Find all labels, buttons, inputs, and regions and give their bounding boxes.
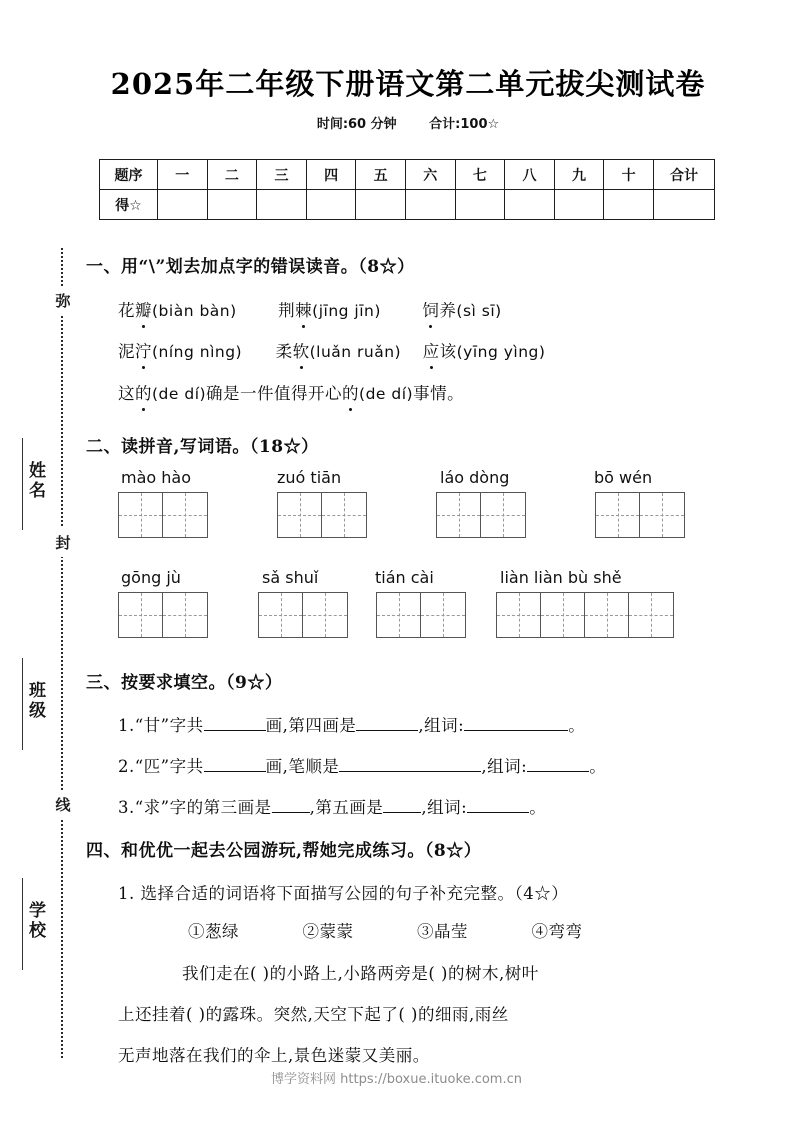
section-3-heading: 三、按要求填空。（9☆） bbox=[86, 673, 283, 693]
writing-grid-2-1-4[interactable] bbox=[595, 492, 685, 538]
score-col-8: 八 bbox=[505, 160, 555, 190]
pinyin-label-2-1-2: zuó tiān bbox=[277, 468, 342, 487]
blank-3-1-b[interactable] bbox=[356, 715, 418, 731]
grid-cell[interactable] bbox=[585, 593, 629, 637]
grid-cell[interactable] bbox=[163, 493, 207, 537]
field-class-underline bbox=[22, 658, 23, 750]
site-watermark: 博学资料网 https://boxue.ituoke.com.cn bbox=[271, 1072, 522, 1087]
grid-cell[interactable] bbox=[278, 493, 322, 537]
field-school bbox=[8, 872, 48, 970]
score-col-5: 五 bbox=[356, 160, 406, 190]
option-3[interactable]: ③晶莹 bbox=[417, 922, 468, 941]
section-3-item-2 bbox=[118, 753, 606, 777]
grid-cell[interactable] bbox=[119, 593, 163, 637]
section-4-sub-heading: 1. 选择合适的词语将下面描写公园的句子补充完整。（4☆） bbox=[118, 884, 569, 903]
left-margin bbox=[0, 0, 78, 1122]
item-3-3-p3: 。 bbox=[529, 798, 547, 817]
blank-3-2-c[interactable] bbox=[527, 756, 589, 772]
section-4-passage-line-2: 上还挂着( )的露珠。突然,天空下起了( )的细雨,雨丝 bbox=[118, 1005, 509, 1024]
item-3-1-p0: “甘”字共 bbox=[134, 716, 204, 735]
section-1-heading: 一、用“\”划去加点字的错误读音。（8☆） bbox=[86, 257, 415, 277]
score-cell-5[interactable] bbox=[356, 190, 406, 220]
writing-grid-2-2-4[interactable] bbox=[496, 592, 674, 638]
pinyin-label-2-2-2: sǎ shuǐ bbox=[262, 568, 319, 587]
grid-cell[interactable] bbox=[541, 593, 585, 637]
score-col-3: 三 bbox=[257, 160, 307, 190]
blank-3-3-b[interactable] bbox=[383, 797, 421, 813]
score-cell-1[interactable] bbox=[158, 190, 208, 220]
word-2-1: 泥泞 bbox=[118, 342, 152, 361]
table-row-header bbox=[100, 160, 715, 190]
exam-time: 时间:60 分钟 bbox=[316, 117, 397, 132]
score-cell-6[interactable] bbox=[405, 190, 455, 220]
sentence-pinyin-1: (de dí) bbox=[152, 385, 207, 403]
field-name-label: 姓名 bbox=[25, 461, 45, 501]
writing-grid-2-2-1[interactable] bbox=[118, 592, 208, 638]
seal-char-mi: 弥 bbox=[52, 286, 74, 315]
score-col-6: 六 bbox=[405, 160, 455, 190]
pinyin-label-2-2-1: gōng jù bbox=[121, 568, 181, 587]
blank-3-3-c[interactable] bbox=[467, 797, 529, 813]
item-3-3-p0: “求”字的第三画是 bbox=[134, 798, 272, 817]
grid-cell[interactable] bbox=[259, 593, 303, 637]
score-col-9: 九 bbox=[554, 160, 604, 190]
score-col-1: 一 bbox=[158, 160, 208, 190]
item-3-1-no: 1. bbox=[118, 716, 135, 735]
writing-grid-2-1-2[interactable] bbox=[277, 492, 367, 538]
blank-3-2-a[interactable] bbox=[204, 756, 266, 772]
pinyin-1-2: (jīng jīn) bbox=[312, 302, 381, 320]
grid-cell[interactable] bbox=[481, 493, 525, 537]
score-cell-9[interactable] bbox=[554, 190, 604, 220]
grid-cell[interactable] bbox=[303, 593, 347, 637]
pinyin-label-2-2-4: liàn liàn bù shě bbox=[500, 568, 622, 587]
blank-3-1-c[interactable] bbox=[464, 715, 568, 731]
table-row-score bbox=[100, 190, 715, 220]
item-3-1-p3: 。 bbox=[568, 716, 586, 735]
pinyin-label-2-1-3: láo dòng bbox=[440, 468, 510, 487]
blank-3-2-b[interactable] bbox=[339, 756, 481, 772]
item-3-2-no: 2. bbox=[118, 757, 135, 776]
sentence-seg-3: 事情。 bbox=[413, 384, 465, 403]
grid-cell[interactable] bbox=[119, 493, 163, 537]
grid-cell[interactable] bbox=[322, 493, 366, 537]
score-col-2: 二 bbox=[207, 160, 257, 190]
field-class-label: 班级 bbox=[25, 681, 45, 721]
score-cell-7[interactable] bbox=[455, 190, 505, 220]
pinyin-1-3: (sì sī) bbox=[456, 302, 502, 320]
writing-grid-2-2-2[interactable] bbox=[258, 592, 348, 638]
item-3-2-p0: “匹”字共 bbox=[134, 757, 204, 776]
score-cell-2[interactable] bbox=[207, 190, 257, 220]
seal-char-xian: 线 bbox=[52, 790, 74, 819]
score-col-total: 合计 bbox=[654, 160, 715, 190]
section-1-sentence bbox=[118, 380, 464, 404]
score-col-10: 十 bbox=[604, 160, 654, 190]
score-cell-8[interactable] bbox=[505, 190, 555, 220]
word-1-3: 饲养 bbox=[422, 301, 457, 320]
grid-cell[interactable] bbox=[377, 593, 421, 637]
word-2-2: 柔软 bbox=[275, 342, 310, 361]
field-name bbox=[8, 432, 48, 530]
grid-cell[interactable] bbox=[629, 593, 673, 637]
field-class bbox=[8, 652, 48, 750]
page-title: 2025年二年级下册语文第二单元拔尖测试卷 bbox=[110, 67, 706, 101]
field-name-underline bbox=[22, 438, 23, 530]
grid-cell[interactable] bbox=[437, 493, 481, 537]
writing-grid-2-1-1[interactable] bbox=[118, 492, 208, 538]
section-4-passage-line-1: 我们走在( )的小路上,小路两旁是( )的树木,树叶 bbox=[182, 964, 539, 983]
option-2[interactable]: ②蒙蒙 bbox=[302, 922, 354, 941]
score-table bbox=[99, 159, 715, 220]
word-1-2: 荆棘 bbox=[278, 301, 313, 320]
exam-total: 合计:100☆ bbox=[429, 117, 500, 132]
sentence-pinyin-2: (de dí) bbox=[359, 385, 414, 403]
section-3-item-3 bbox=[118, 794, 546, 818]
field-school-underline bbox=[22, 878, 23, 970]
grid-cell[interactable] bbox=[596, 493, 640, 537]
pinyin-2-2: (luǎn ruǎn) bbox=[309, 343, 402, 361]
word-2-3: 应该 bbox=[422, 342, 457, 361]
score-cell-10[interactable] bbox=[604, 190, 654, 220]
section-2-heading: 二、读拼音,写词语。（18☆） bbox=[86, 437, 319, 457]
pinyin-label-2-2-3: tián cài bbox=[375, 568, 434, 587]
sentence-seg-2: 确是一件值得开心的 bbox=[206, 384, 360, 403]
pinyin-1-1: (biàn bàn) bbox=[152, 302, 237, 320]
writing-grid-2-2-3[interactable] bbox=[376, 592, 466, 638]
option-1[interactable]: ①葱绿 bbox=[188, 922, 239, 941]
field-school-label: 学校 bbox=[25, 901, 45, 941]
seal-char-feng: 封 bbox=[52, 528, 74, 557]
pinyin-label-2-1-4: bō wén bbox=[594, 468, 653, 487]
exam-meta bbox=[78, 113, 738, 132]
item-3-1-p1: 画,第四画是 bbox=[265, 716, 357, 735]
writing-grid-2-1-3[interactable] bbox=[436, 492, 526, 538]
section-4-passage-line-3: 无声地落在我们的伞上,景色迷蒙又美丽。 bbox=[118, 1046, 430, 1065]
word-1-1: 花瓣 bbox=[118, 301, 152, 320]
pinyin-2-1: (níng nìng) bbox=[152, 343, 243, 361]
option-4[interactable]: ④弯弯 bbox=[531, 922, 583, 941]
sentence-seg-1: 这的 bbox=[118, 384, 152, 403]
section-4-heading: 四、和优优一起去公园游玩,帮她完成练习。（8☆） bbox=[86, 841, 482, 861]
blank-3-1-a[interactable] bbox=[204, 715, 266, 731]
blank-3-3-a[interactable] bbox=[272, 797, 310, 813]
score-cell-4[interactable] bbox=[306, 190, 356, 220]
grid-cell[interactable] bbox=[497, 593, 541, 637]
section-1-line-2 bbox=[118, 338, 545, 362]
pinyin-2-3: (yīng yìng) bbox=[456, 343, 546, 361]
score-col-7: 七 bbox=[455, 160, 505, 190]
section-4-options bbox=[188, 918, 583, 942]
pinyin-label-2-1-1: mào hào bbox=[121, 468, 191, 487]
grid-cell[interactable] bbox=[421, 593, 465, 637]
item-3-3-no: 3. bbox=[118, 798, 135, 817]
section-1-line-1 bbox=[118, 297, 502, 321]
item-3-1-p2: ,组词: bbox=[418, 716, 465, 735]
seal-dotted-line bbox=[61, 248, 63, 1058]
item-3-3-p2: ,组词: bbox=[421, 798, 468, 817]
score-table-row-label-0: 题序 bbox=[100, 160, 158, 190]
item-3-2-p3: 。 bbox=[589, 757, 607, 776]
item-3-2-p1: 画,笔顺是 bbox=[265, 757, 340, 776]
item-3-2-p2: ,组词: bbox=[481, 757, 528, 776]
section-3-item-1 bbox=[118, 712, 585, 736]
grid-cell[interactable] bbox=[163, 593, 207, 637]
score-cell-3[interactable] bbox=[257, 190, 307, 220]
item-3-3-p1: ,第五画是 bbox=[309, 798, 384, 817]
grid-cell[interactable] bbox=[640, 493, 684, 537]
score-table-row-label-1: 得☆ bbox=[100, 190, 158, 220]
score-cell-total[interactable] bbox=[654, 190, 715, 220]
score-col-4: 四 bbox=[306, 160, 356, 190]
